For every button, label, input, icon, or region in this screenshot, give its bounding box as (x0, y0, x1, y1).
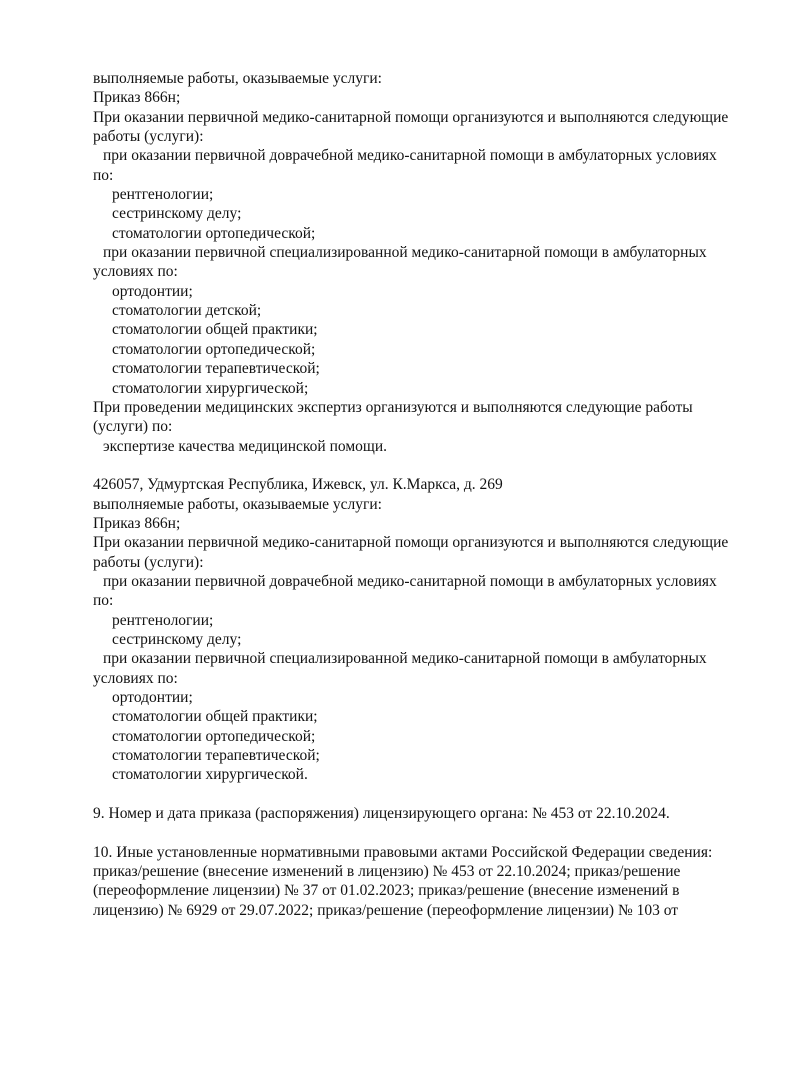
text-line: по: (93, 592, 114, 610)
text-line: при оказании первичной доврачебной медико-санитарной помощи в амбулаторных условиях (103, 572, 717, 590)
text-line: 10. Иные установленные нормативными правовыми актами Российской Федерации сведения: (93, 843, 713, 861)
blank-line (93, 456, 765, 475)
text-line: При оказании первичной медико-санитарной помощи организуются и выполняются следующие (93, 108, 729, 126)
text-line: рентгенологии; (112, 186, 214, 204)
license-text-block (93, 69, 765, 920)
text-line: стоматологии терапевтической; (112, 360, 320, 378)
text-line: выполняемые работы, оказываемые услуги: (93, 70, 382, 87)
text-line: 426057, Удмуртская Республика, Ижевск, ул. К.Маркса, д. 269 (93, 476, 503, 494)
text-line: условиях по: (93, 669, 178, 687)
text-line: 9. Номер и дата приказа (распоряжения) лицензирующего органа: № 453 от 22.10.2024. (93, 805, 670, 823)
text-line: При проведении медицинских экспертиз организуются и выполняются следующие работы (93, 398, 693, 416)
text-line: ортодонтии; (112, 282, 193, 300)
text-line: сестринскому делу; (112, 205, 242, 223)
text-line: приказ/решение (внесение изменений в лицензию) № 453 от 22.10.2024; приказ/решение (93, 863, 681, 881)
text-line: (переоформление лицензии) № 37 от 01.02.2023; приказ/решение (внесение изменений в (93, 882, 680, 900)
text-line: экспертизе качества медицинской помощи. (103, 437, 387, 455)
text-line: при оказании первичной специализированной медико-санитарной помощи в амбулаторных (103, 244, 707, 262)
text-line: стоматологии общей практики; (112, 708, 318, 726)
text-line: стоматологии хирургической. (112, 766, 308, 784)
text-line: стоматологии хирургической; (112, 379, 309, 397)
text-line: стоматологии терапевтической; (112, 747, 320, 765)
text-line: Приказ 866н; (93, 514, 181, 532)
text-line: условиях по: (93, 263, 178, 281)
text-line: сестринскому делу; (112, 630, 242, 648)
text-line: стоматологии детской; (112, 302, 262, 320)
text-line: выполняемые работы, оказываемые услуги: (93, 495, 382, 513)
text-line: работы (услуги): (93, 128, 204, 146)
text-line: (услуги) по: (93, 418, 173, 436)
text-line: рентгенологии; (112, 611, 214, 629)
text-line: при оказании первичной специализированной медико-санитарной помощи в амбулаторных (103, 650, 707, 668)
text-line: стоматологии общей практики; (112, 321, 318, 339)
text-line: ортодонтии; (112, 689, 193, 706)
blank-line (93, 785, 765, 804)
text-line: лицензию) № 6929 от 29.07.2022; приказ/решение (переоформление лицензии) № 103 от (93, 901, 679, 919)
text-line: работы (услуги): (93, 553, 204, 571)
text-line: Приказ 866н; (93, 89, 181, 107)
text-line: стоматологии ортопедической; (112, 340, 316, 358)
text-line: стоматологии ортопедической; (112, 727, 316, 745)
text-line: по: (93, 166, 114, 184)
text-line: при оказании первичной доврачебной медико-санитарной помощи в амбулаторных условиях (103, 147, 717, 165)
blank-line (93, 823, 765, 842)
text-line: При оказании первичной медико-санитарной помощи организуются и выполняются следующие (93, 534, 729, 552)
text-line: стоматологии ортопедической; (112, 224, 316, 242)
